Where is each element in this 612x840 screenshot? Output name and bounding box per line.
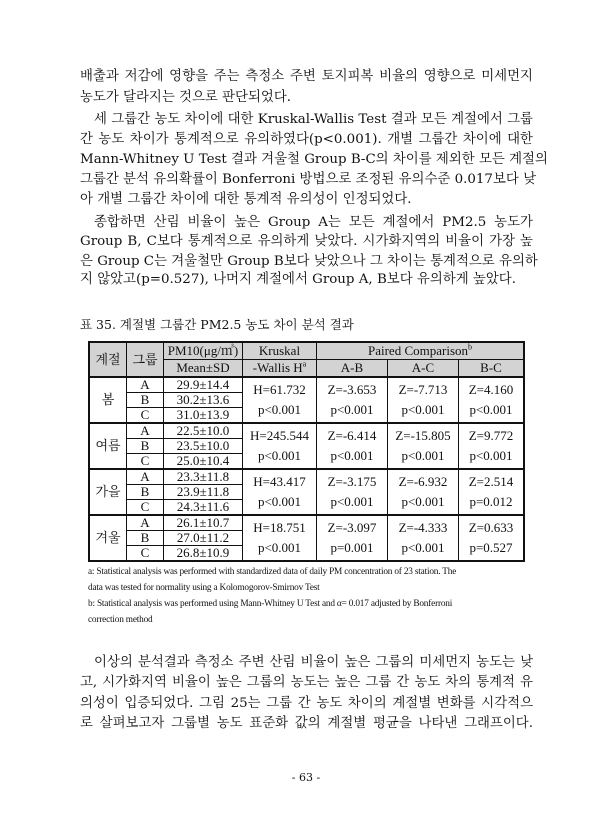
bc-cell-value: p<0.001 [469, 448, 513, 463]
table-row [89, 423, 524, 439]
ab-cell-value: Z=-6.414 [327, 428, 377, 443]
ab-cell [317, 423, 388, 469]
bc-cell-value: Z=2.514 [468, 474, 514, 489]
bc-cell [459, 377, 525, 423]
mean-sd-cell: 26.8±10.9 [164, 546, 243, 562]
ab-cell-value: p=0.001 [330, 540, 374, 555]
ab-cell-value: Z=-3.097 [327, 520, 377, 535]
text-line: 은 Group C는 겨울철만 Group B보다 낮았으나 그 차이는 통계적으로 유의하 [80, 254, 538, 269]
group-cell: B [127, 393, 164, 408]
group-cell: A [127, 377, 164, 393]
bc-cell-value: p<0.001 [469, 402, 513, 417]
text-line: 이상의 분석결과 측정소 주변 산림 비율이 높은 그룹의 미세먼지 농도는 낮 [94, 655, 533, 670]
group-cell: C [127, 408, 164, 424]
text-line: 고, 시가화지역 비율이 높은 그룹의 농도는 높은 그룹 간 농도 차의 통계적 유 [80, 675, 533, 690]
mean-sd-cell: 23.9±11.8 [164, 485, 243, 500]
season-cell: 여름 [89, 423, 127, 469]
text-line: 그룹간 분석 유의확률이 Bonferroni 방법으로 조정된 유의수준 0.017보다 낮 [80, 172, 537, 187]
mean-sd-cell: 23.3±11.8 [164, 469, 243, 485]
ac-cell-value: p<0.001 [401, 494, 445, 509]
ab-cell-value: p<0.001 [330, 402, 374, 417]
mean-sd-cell: 25.0±10.4 [164, 454, 243, 470]
text-line: Group B, C보다 통계적으로 유의하게 낮았다. 시가화지역의 비율이 가장 높 [80, 234, 533, 249]
header-bc: B-C [459, 360, 525, 378]
table-caption: 표 35. 계절별 그룹간 PM2.5 농도 차이 분석 결과 [80, 317, 354, 332]
header-mean-sd: Mean±SD [164, 360, 243, 378]
mean-sd-cell: 23.5±10.0 [164, 439, 243, 454]
bc-cell [459, 423, 525, 469]
table-row [89, 377, 524, 393]
wallis-label: -Wallis H [252, 360, 303, 375]
group-cell: C [127, 454, 164, 470]
ac-cell-value: p<0.001 [401, 402, 445, 417]
footnote-a: a: Statistical analysis was performed with standardized data of daily PM concentration of 23 station. The [88, 567, 457, 577]
header-wallis [243, 360, 317, 378]
text-line: 종합하면 산림 비율이 높은 Group A는 모든 계절에서 PM2.5 농도가 [94, 215, 533, 230]
mean-sd-cell: 31.0±13.9 [164, 408, 243, 424]
kruskal-cell-value: p<0.001 [257, 448, 302, 463]
header-season: 계절 [89, 342, 127, 377]
footnote-mark: a [302, 359, 307, 369]
table-footnotes [88, 564, 528, 628]
kruskal-cell [243, 377, 317, 423]
ab-cell-value: p<0.001 [330, 448, 374, 463]
ac-cell-value: Z=-6.932 [398, 474, 448, 489]
group-cell: B [127, 531, 164, 546]
kruskal-cell [243, 423, 317, 469]
kruskal-cell-value: p<0.001 [257, 540, 302, 555]
ac-cell [388, 469, 459, 515]
mean-sd-cell: 27.0±11.2 [164, 531, 243, 546]
group-cell: A [127, 469, 164, 485]
kruskal-cell [243, 469, 317, 515]
season-cell: 봄 [89, 377, 127, 423]
season-cell: 가을 [89, 469, 127, 515]
text-line: 지 않았고(p=0.527), 나머지 계절에서 Group A, B보다 유의하게 높았다. [80, 272, 516, 287]
mean-sd-cell: 29.9±14.4 [164, 377, 243, 393]
ac-cell-value: Z=-7.713 [398, 382, 448, 397]
ab-cell [317, 469, 388, 515]
ab-cell [317, 377, 388, 423]
ab-cell-value: p<0.001 [330, 494, 374, 509]
ac-cell-value: Z=-4.333 [398, 520, 448, 535]
results-table [88, 341, 525, 562]
ac-cell [388, 423, 459, 469]
bc-cell [459, 515, 525, 561]
group-cell: A [127, 423, 164, 439]
header-pm10: PM10(μg/㎥) [164, 342, 243, 360]
group-cell: A [127, 515, 164, 531]
mean-sd-cell: 30.2±13.6 [164, 393, 243, 408]
kruskal-cell [243, 515, 317, 561]
bc-cell [459, 469, 525, 515]
text-line: Mann-Whitney U Test 결과 겨울철 Group B-C의 차이를 제외한 모든 계절의 [80, 152, 548, 167]
ab-cell-value: Z=-3.653 [327, 382, 377, 397]
ac-cell-value: p<0.001 [401, 448, 445, 463]
kruskal-cell-value: H=245.544 [250, 428, 309, 443]
bc-cell-value: Z=0.633 [468, 520, 514, 535]
text-line: 의성이 입증되었다. 그림 25는 그룹 간 농도 차이의 계절별 변화를 시각적으 [80, 696, 533, 711]
kruskal-cell-value: p<0.001 [257, 402, 302, 417]
table-row [89, 515, 524, 531]
table-row [89, 469, 524, 485]
group-cell: C [127, 546, 164, 562]
header-ab: A-B [317, 360, 388, 378]
footnote-mark: b [468, 342, 472, 352]
ab-cell-value: Z=-3.175 [327, 474, 377, 489]
group-cell: B [127, 439, 164, 454]
text-line: 로 살펴보고자 그룹별 농도 표준화 값의 계절별 평균을 나타낸 그래프이다. [80, 716, 533, 731]
kruskal-cell-value: H=18.751 [253, 520, 306, 535]
group-cell: B [127, 485, 164, 500]
table-block [88, 341, 528, 628]
kruskal-cell-value: p<0.001 [257, 494, 302, 509]
kruskal-cell-value: H=43.417 [253, 474, 306, 489]
header-paired [317, 342, 525, 360]
header-group: 그룹 [127, 342, 164, 377]
bc-cell-value: Z=4.160 [468, 382, 514, 397]
season-cell: 겨울 [89, 515, 127, 561]
header-ac: A-C [388, 360, 459, 378]
ac-cell [388, 515, 459, 561]
mean-sd-cell: 24.3±11.6 [164, 500, 243, 516]
text-line: 배출과 저감에 영향을 주는 측정소 주변 토지피복 비율의 영향으로 미세먼지 [80, 69, 533, 84]
mean-sd-cell: 22.5±10.0 [164, 423, 243, 439]
footnote-b-cont: correction method [88, 615, 153, 625]
page-number: - 63 - [291, 771, 321, 784]
paired-label: Paired Comparison [367, 343, 468, 358]
bc-cell-value: p=0.527 [469, 540, 513, 555]
text-line: 간 농도 차이가 통계적으로 유의하였다(p<0.001). 개별 그룹간 차이에 대한 [80, 132, 533, 147]
text-line: 농도가 달라지는 것으로 판단되었다. [80, 90, 292, 105]
text-line: 세 그룹간 농도 차이에 대한 Kruskal-Wallis Test 결과 모든 계절에서 그룹 [94, 112, 533, 127]
header-kruskal: Kruskal [243, 342, 317, 360]
kruskal-cell-value: H=61.732 [253, 382, 306, 397]
ac-cell [388, 377, 459, 423]
ab-cell [317, 515, 388, 561]
footnote-b: b: Statistical analysis was performed using Mann-Whitney U Test and α= 0.017 adjusted by Bonferroni [88, 599, 453, 609]
footnote-a-cont: data was tested for normality using a Kolomogorov-Smirnov Test [88, 583, 320, 593]
ac-cell-value: Z=-15.805 [395, 428, 451, 443]
ac-cell-value: p<0.001 [401, 540, 445, 555]
bc-cell-value: p=0.012 [469, 494, 513, 509]
mean-sd-cell: 26.1±10.7 [164, 515, 243, 531]
text-line: 아 개별 그룹간 차이에 대한 통계적 유의성이 인정되었다. [80, 192, 412, 207]
bc-cell-value: Z=9.772 [468, 428, 514, 443]
group-cell: C [127, 500, 164, 516]
